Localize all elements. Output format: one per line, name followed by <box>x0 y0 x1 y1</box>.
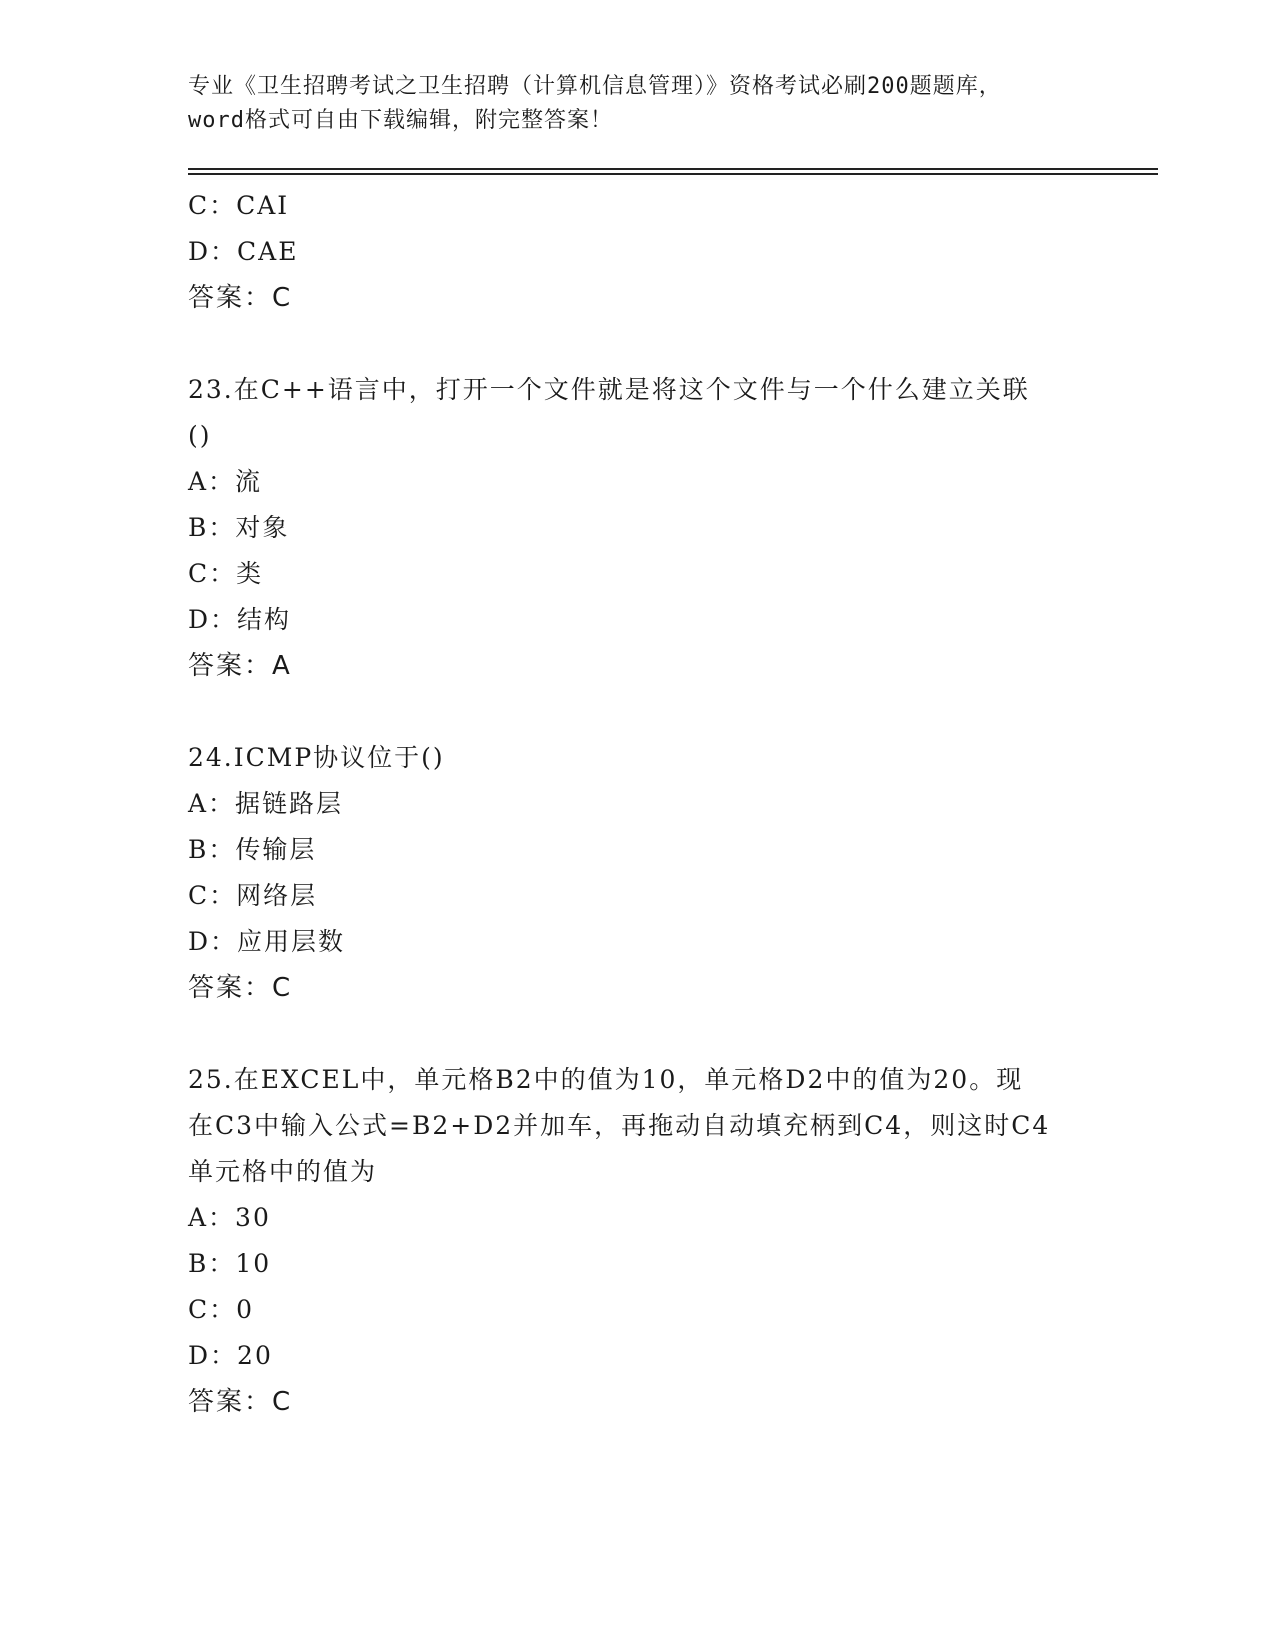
question-23 <box>188 367 1158 689</box>
document-page <box>188 70 1158 1425</box>
option-b: B：10 <box>188 1249 272 1278</box>
option-c: C：网络层 <box>188 881 318 910</box>
document-header <box>188 70 1158 142</box>
option-b: B：传输层 <box>188 835 317 864</box>
option-c: C：0 <box>188 1295 255 1324</box>
answer-line: 答案：C <box>188 973 293 1003</box>
question-22-continued <box>188 183 1158 321</box>
option-c: C：类 <box>188 559 264 588</box>
question-stem: 25.在EXCEL中，单元格B2中的值为10，单元格D2中的值为20。现 <box>188 1065 1024 1094</box>
spacer <box>188 1011 1158 1057</box>
header-divider <box>188 168 1158 175</box>
header-title-line-1: 专业《卫生招聘考试之卫生招聘（计算机信息管理）》资格考试必刷200题题库， <box>188 74 1002 99</box>
option-d: D：结构 <box>188 605 292 634</box>
option-d: D：应用层数 <box>188 927 346 956</box>
question-stem: 24.ICMP协议位于() <box>188 743 445 772</box>
question-stem: 23.在C++语言中，打开一个文件就是将这个文件与一个什么建立关联 <box>188 375 1030 404</box>
question-stem: () <box>188 421 212 450</box>
question-stem: 在C3中输入公式=B2+D2并加车，再拖动自动填充柄到C4，则这时C4 <box>188 1111 1051 1140</box>
spacer <box>188 321 1158 367</box>
question-stem: 单元格中的值为 <box>188 1157 378 1186</box>
option-a: A：据链路层 <box>188 789 344 818</box>
question-24 <box>188 735 1158 1011</box>
question-list <box>188 183 1158 1425</box>
answer-line: 答案：A <box>188 651 292 681</box>
option-a: A：流 <box>188 467 263 496</box>
option-d: D：20 <box>188 1341 273 1370</box>
option-c: C：CAI <box>188 191 290 220</box>
option-b: B：对象 <box>188 513 290 542</box>
question-25 <box>188 1057 1158 1425</box>
answer-line: 答案：C <box>188 1387 293 1417</box>
option-d: D：CAE <box>188 237 299 266</box>
header-title-line-2: word格式可自由下载编辑，附完整答案！ <box>188 108 613 133</box>
answer-line: 答案：C <box>188 283 293 313</box>
spacer <box>188 689 1158 735</box>
option-a: A：30 <box>188 1203 271 1232</box>
